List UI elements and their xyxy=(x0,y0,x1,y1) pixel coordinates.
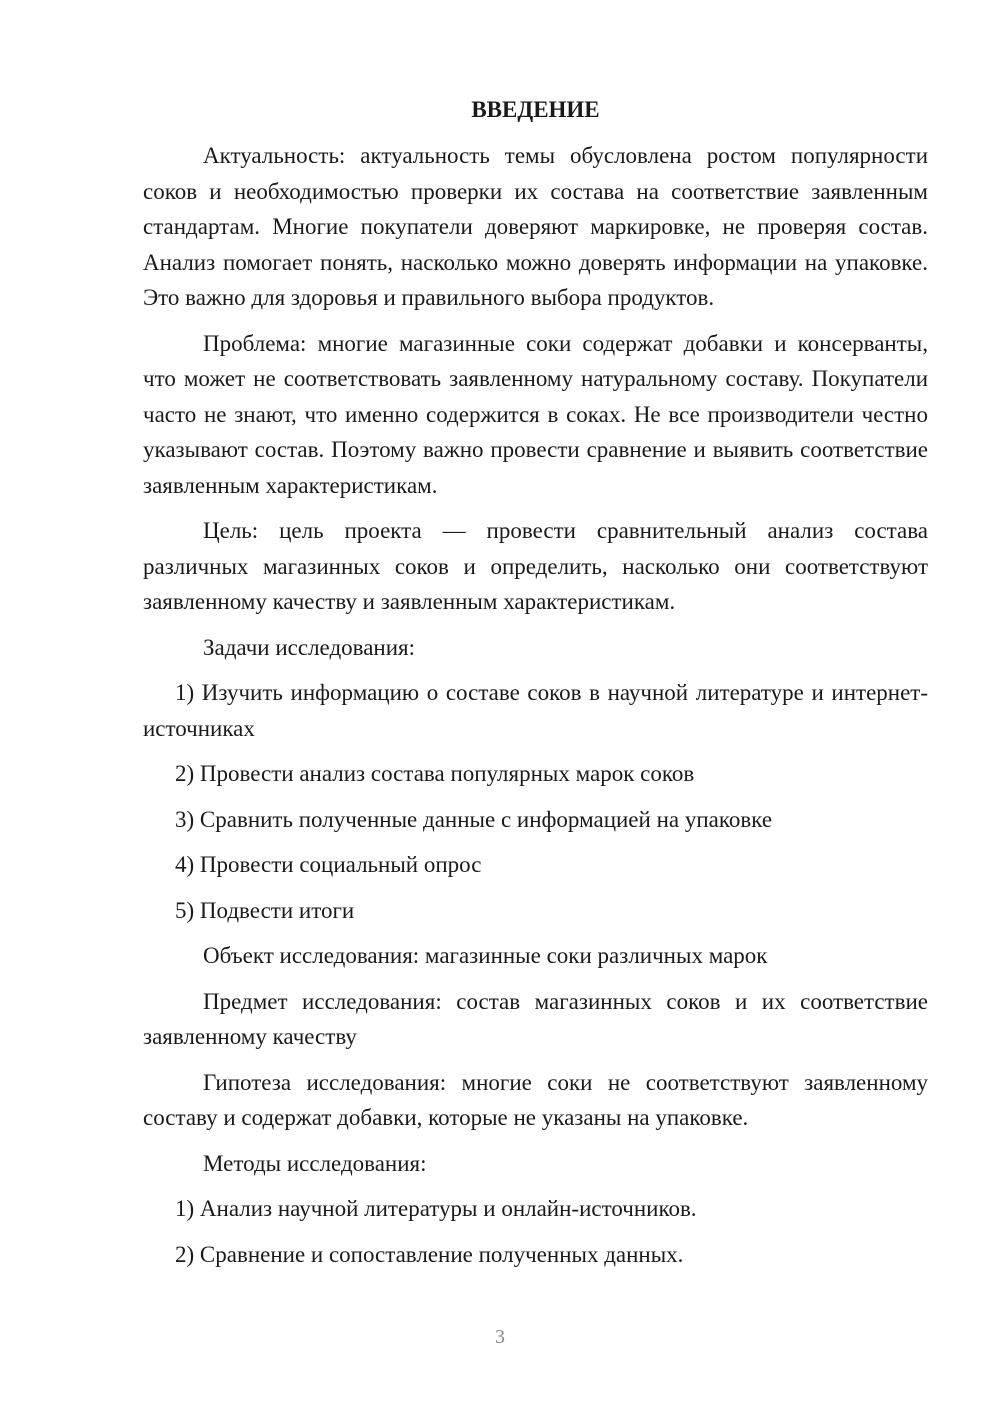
problem-paragraph: Проблема: многие магазинные соки содержат добавки и консерванты, что может не соответствовать заявленному натуральному составу. Покупатели часто не знают, что именно содержится в соках. Не все производители честно указывают состав. Поэтому важно провести сравнение и выявить соответствие заявленным характеристикам. xyxy=(143,330,928,498)
method-item-2: 2) Сравнение и сопоставление полученных данных. xyxy=(175,1241,684,1267)
object-paragraph: Объект исследования: магазинные соки различных марок xyxy=(203,943,768,968)
task-item-2: 2) Провести анализ состава популярных марок соков xyxy=(175,761,695,786)
methods-heading: Методы исследования: xyxy=(203,1150,427,1176)
task-item-5: 5) Подвести итоги xyxy=(175,897,355,923)
task-item-1: 1) Изучить информацию о составе соков в научной литературе и интернет-источниках xyxy=(143,680,928,741)
task-item-3: 3) Сравнить полученные данные с информацией на упаковке xyxy=(175,806,773,832)
hypothesis-paragraph: Гипотеза исследования: многие соки не соответствуют заявленному составу и содержат добавки, которые не указаны на упаковке. xyxy=(143,1069,928,1130)
page-number: 3 xyxy=(495,1326,505,1348)
task-item-4: 4) Провести социальный опрос xyxy=(175,852,482,877)
relevance-paragraph: Актуальность: актуальность темы обусловлена ростом популярности соков и необходимостью проверки их состава на соответствие заявленным стандартам. Многие покупатели доверяют маркировке, не проверяя состав. Анализ помогает понять, насколько можно доверять информации на упаковке. Это важно для здоровья и правильного выбора продуктов. xyxy=(143,143,928,310)
goal-paragraph: Цель: цель проекта — провести сравнительный анализ состава различных магазинных соков и определить, насколько они соответствуют заявленному качеству и заявленным характеристикам. xyxy=(143,518,928,614)
page-content xyxy=(143,92,928,1282)
subject-paragraph: Предмет исследования: состав магазинных соков и их соответствие заявленному качеству xyxy=(143,988,928,1049)
section-title: ВВЕДЕНИЕ xyxy=(471,97,600,122)
method-item-1: 1) Анализ научной литературы и онлайн-источников. xyxy=(175,1196,697,1221)
tasks-heading: Задачи исследования: xyxy=(203,634,416,660)
